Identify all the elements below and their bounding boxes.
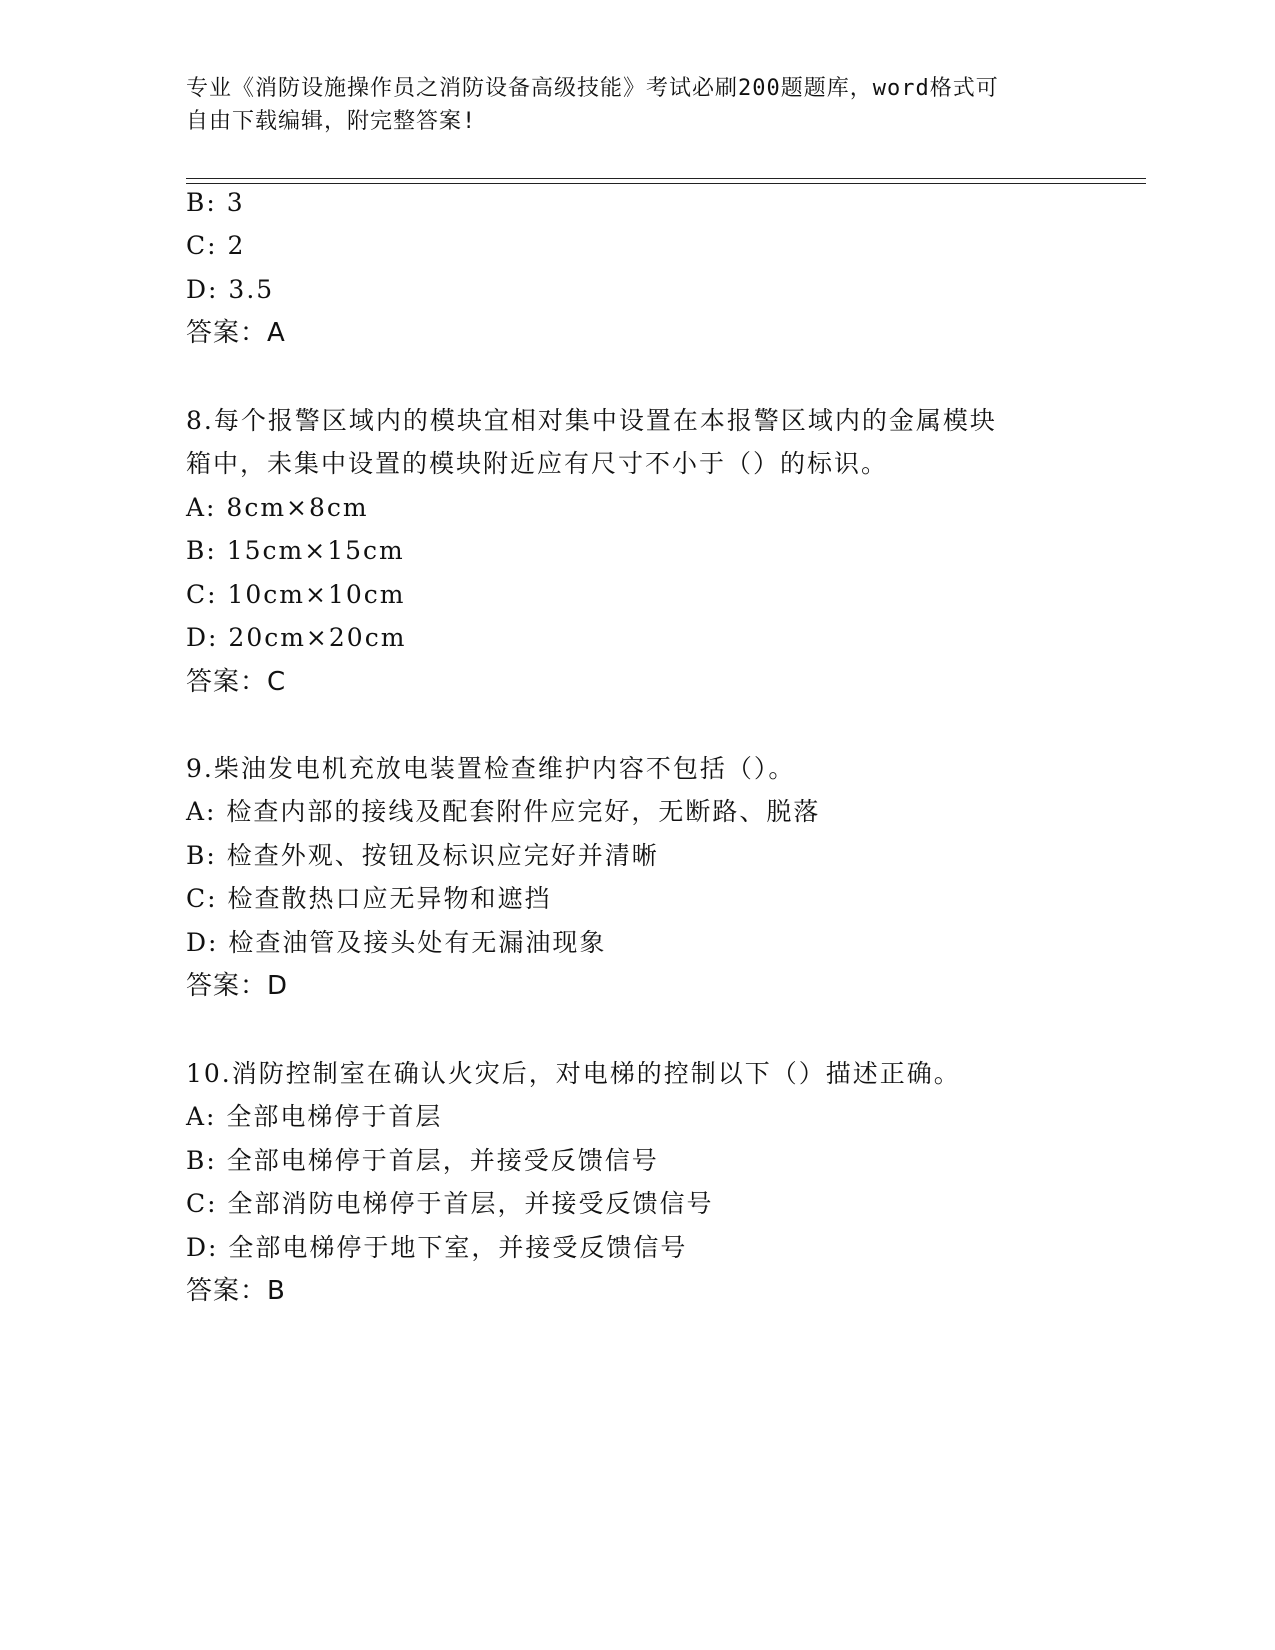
q8-option-d: D: 20cm×20cm	[186, 623, 407, 652]
q8-option-b: B: 15cm×15cm	[186, 536, 405, 565]
q10-stem: 10.消防控制室在确认火灾后，对电梯的控制以下（）描述正确。	[186, 1059, 961, 1088]
q10-option-d: D: 全部电梯停于地下室，并接受反馈信号	[186, 1233, 688, 1262]
q9-option-c: C: 检查散热口应无异物和遮挡	[186, 884, 552, 913]
prev-option-b: B: 3	[186, 188, 245, 217]
header-line-1: 专业《消防设施操作员之消防设备高级技能》考试必刷200题题库，word格式可	[186, 76, 999, 101]
q10-option-c: C: 全部消防电梯停于首层，并接受反馈信号	[186, 1189, 714, 1218]
q9-option-b: B: 检查外观、按钮及标识应完好并清晰	[186, 841, 659, 870]
q9-answer: 答案：D	[186, 971, 289, 1001]
q8-answer: 答案：C	[186, 667, 287, 697]
prev-option-c: C: 2	[186, 231, 246, 260]
q10-option-a: A: 全部电梯停于首层	[186, 1102, 443, 1131]
q8-option-a: A: 8cm×8cm	[186, 493, 369, 522]
prev-option-d: D: 3.5	[186, 275, 275, 304]
q10-option-b: B: 全部电梯停于首层，并接受反馈信号	[186, 1146, 659, 1175]
document-header	[186, 72, 1086, 138]
q9-option-a: A: 检查内部的接线及配套附件应完好，无断路、脱落	[186, 797, 821, 826]
q8-stem-line-1: 8.每个报警区域内的模块宜相对集中设置在本报警区域内的金属模块	[186, 406, 997, 435]
prev-answer: 答案：A	[186, 318, 286, 348]
q10-answer: 答案：B	[186, 1276, 286, 1306]
q9-stem: 9.柴油发电机充放电装置检查维护内容不包括（）。	[186, 754, 796, 783]
q8-option-c: C: 10cm×10cm	[186, 580, 406, 609]
header-line-2: 自由下载编辑，附完整答案!	[186, 109, 477, 134]
header-divider	[186, 178, 1146, 184]
q8-stem-line-2: 箱中，未集中设置的模块附近应有尺寸不小于（）的标识。	[186, 449, 889, 478]
q9-option-d: D: 检查油管及接头处有无漏油现象	[186, 928, 607, 957]
